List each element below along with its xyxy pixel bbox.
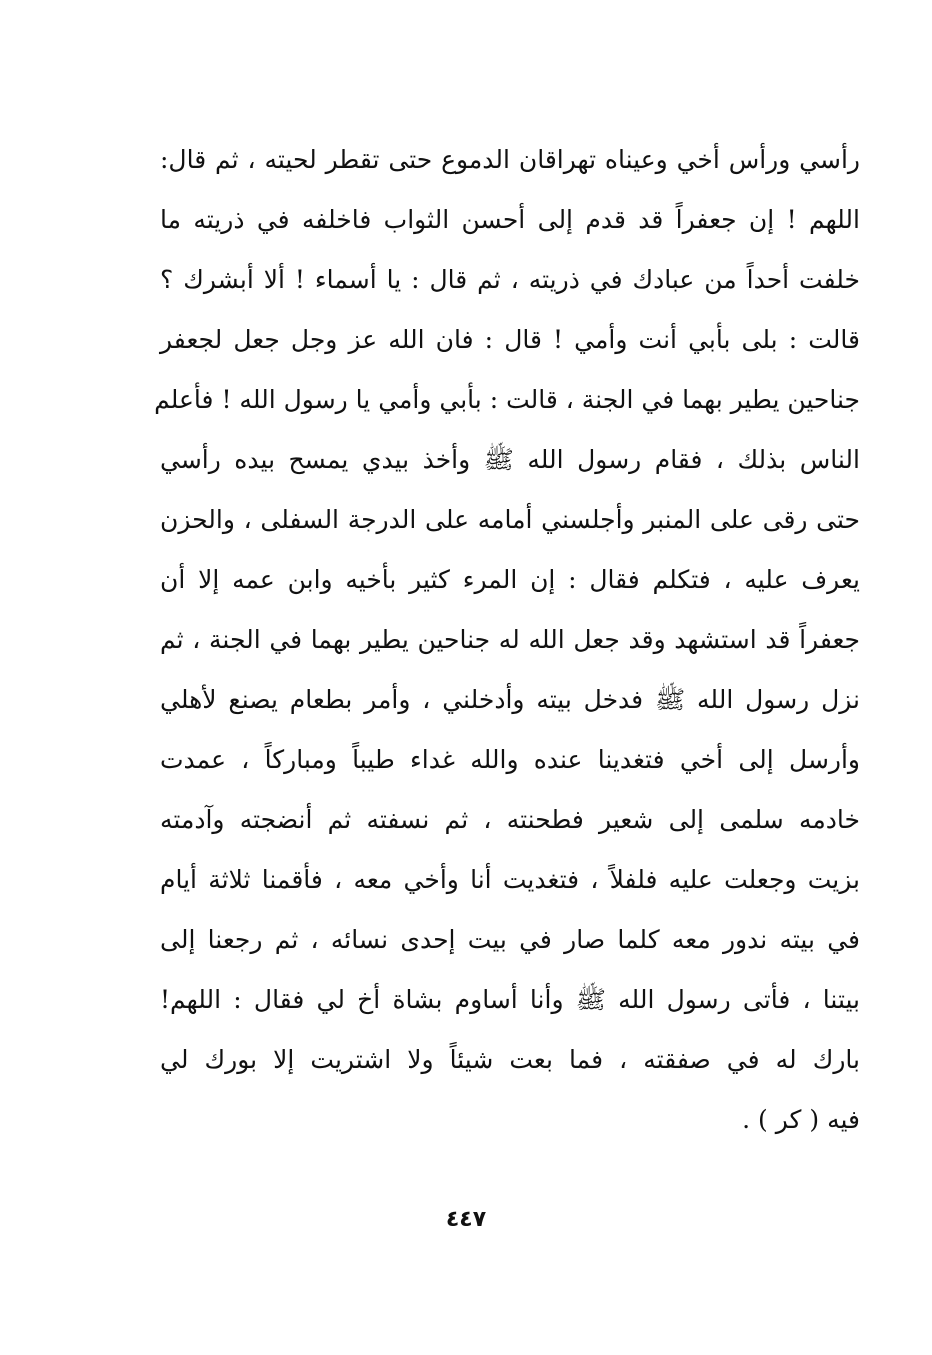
text-line: نزل رسول الله ﷺ فدخل بيته وأدخلني ، وأمر بطعام يصنع لأهلي <box>160 685 860 714</box>
text-line: جناحين يطير بهما في الجنة ، قالت : بأبي وأمي يا رسول الله ! فأعلم <box>154 385 860 414</box>
text-line: في بيته ندور معه كلما صار في بيت إحدى نسائه ، ثم رجعنا إلى <box>160 925 860 954</box>
text-line: خلفت أحداً من عبادك في ذريته ، ثم قال : يا أسماء ! ألا أبشرك ؟ <box>160 265 860 294</box>
text-line: الناس بذلك ، فقام رسول الله ﷺ وأخذ بيدي يمسح بيده رأسي <box>160 445 860 474</box>
text-line: اللهم ! إن جعفراً قد قدم إلى أحسن الثواب فاخلفه في ذريته ما <box>160 205 860 234</box>
text-line: وأرسل إلى أخي فتغدينا عنده والله غداء طيباً ومباركاً ، عمدت <box>160 745 860 774</box>
text-line: حتى رقى على المنبر وأجلسني أمامه على الدرجة السفلى ، والحزن <box>160 505 860 534</box>
text-line: بارك له في صفقته ، فما بعت شيئاً ولا اشتريت إلا بورك لي <box>160 1045 860 1074</box>
text-line: يعرف عليه ، فتكلم فقال : إن المرء كثير بأخيه وابن عمه إلا أن <box>160 565 860 594</box>
text-line: جعفراً قد استشهد وقد جعل الله له جناحين يطير بهما في الجنة ، ثم <box>160 625 860 654</box>
text-line: قالت : بلى بأبي أنت وأمي ! قال : فان الله عز وجل جعل لجعفر <box>160 325 860 354</box>
text-line: رأسي ورأس أخي وعيناه تهراقان الدموع حتى تقطر لحيته ، ثم قال: <box>160 145 860 174</box>
text-line: خادمه سلمى إلى شعير فطحنته ، ثم نسفته ثم أنضجته وآدمته <box>160 805 860 834</box>
text-line: بزيت وجعلت عليه فلفلاً ، فتغديت أنا وأخي معه ، فأقمنا ثلاثة أيام <box>160 865 860 894</box>
text-line: فيه ( كر ) . <box>742 1105 860 1134</box>
body-text <box>154 130 860 1150</box>
text-line: بيتنا ، فأتى رسول الله ﷺ وأنا أساوم بشاة أخ لي فقال : اللهم! <box>160 985 860 1014</box>
page-number: ٤٤٧ <box>445 1207 487 1232</box>
